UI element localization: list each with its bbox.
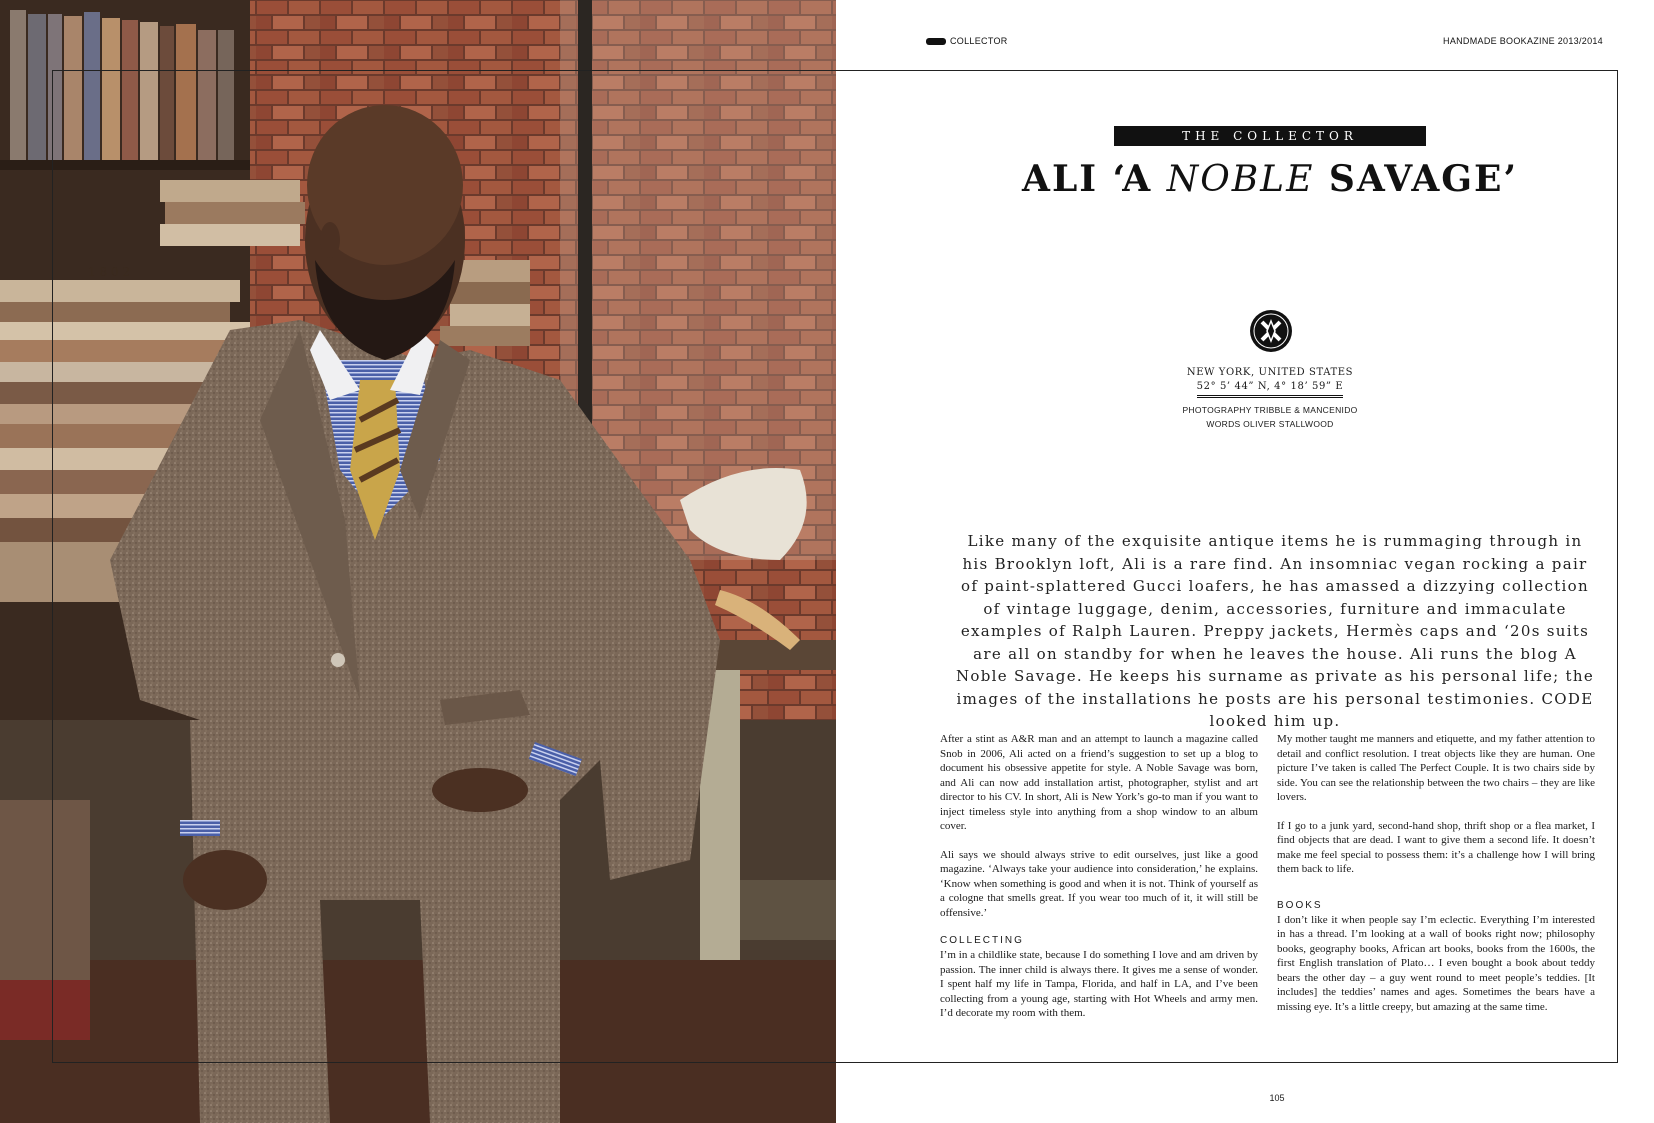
intro-paragraph: Like many of the exquisite antique items he is rummaging through in his Brooklyn loft, Ali is a rare find. An insomniac vegan rocking a pair of paint-splattered Gucci loafers, he has amassed a dizzying collection of vintage luggage, denim, accessories, furniture and immaculate examples of Ralph Lauren. Preppy jackets, Hermès caps and ‘20s suits are all on standby for when he leaves the house. Ali runs the blog A Noble Savage. He keeps his surname as private as his personal life; the images of the installations he posts are his personal testimonies. CODE looked him up. [955, 532, 1595, 730]
body-paragraph: If I go to a junk yard, second-hand shop, thrift shop or a flea market, I find objects that are dead. I want to give them a second life. It doesn’t make me feel special to possess them: it’s a challenge how I will bring them back to life. [1277, 819, 1595, 875]
body-paragraph: My mother taught me manners and etiquette, and my father attention to detail and conflict resolution. I treat objects like they are human. One picture I’ve taken is called The Perfect Couple. It is two chairs side by side. You can see the relationship between the two chairs – they are like lovers. [1277, 733, 1595, 803]
section-label: COLLECTOR [950, 36, 1008, 46]
location-city: NEW YORK, UNITED STATES [1186, 367, 1354, 378]
subheading-collecting: COLLECTING [940, 935, 1024, 946]
body-paragraph: After a stint as A&R man and an attempt to launch a magazine called Snob in 2006, Ali acted on a friend’s suggestion to set up a blog to document his obsessive appetite for style. A Noble Savage was born, and Ali can now add installation artist, photographer, stylist and art director to his CV. In short, Ali is New York’s go-to man if you want to inject timeless style into anything from a shop window to an album cover. [940, 733, 1258, 832]
headline-part-2: SAVAGE’ [1314, 158, 1518, 200]
kicker-label: THE COLLECTOR [1114, 126, 1426, 146]
running-header-publication: HANDMADE BOOKAZINE 2013/2014 [1443, 36, 1603, 46]
body-column-right [1277, 732, 1595, 1028]
headline-italic: NOBLE [1166, 159, 1315, 200]
running-header-section [926, 36, 1008, 46]
brand-logo-icon [926, 38, 946, 45]
body-column-left [940, 732, 1258, 1035]
body-paragraph: Ali says we should always strive to edit ourselves, just like a good magazine. ‘Always take your audience into consideration,’ he explains. ‘Know when something is good and when it is not. Think of yourself as a cologne that smells great. If you wear too much of it, it will still be offensive.’ [940, 848, 1258, 919]
words-credit: WORDS OLIVER STALLWOOD [1206, 419, 1334, 429]
credits-block [1120, 403, 1420, 431]
book-spine-label: 1 8 0 2 [88, 265, 130, 279]
page-number: 105 [1269, 1093, 1285, 1103]
body-paragraph: I’m in a childlike state, because I do something I love and am driven by passion. The inner child is always there. It gives me a sense of wonder. I spent half my life in Tampa, Florida, and half in LA, and I’ve been collecting from a young age, starting with Hot Wheels and army men. I’d decorate my room with them. [940, 949, 1258, 1019]
headline-part-1: ALI ‘A [1022, 158, 1167, 200]
location-coordinates: 52° 5’ 44” N, 4° 18’ 59” E [1197, 380, 1344, 398]
location-block [1120, 366, 1420, 398]
circular-emblem-icon [1249, 309, 1293, 353]
photography-credit: PHOTOGRAPHY TRIBBLE & MANCENIDO [1182, 405, 1358, 415]
article-headline [880, 158, 1654, 200]
subheading-books: BOOKS [1277, 899, 1323, 911]
body-paragraph: I don’t like it when people say I’m eclectic. Everything I’m interested in has a thread. I’m looking at a wall of books right now; philosophy books, geography books, African art books, books from the 1600s, the first English translation of Plato… I even bought a book about teddy bears the other day – a guy went round to meet people’s teddies. [It includes] the teddies’ names and ages. Sometimes the bears have a missing eye. It’s a little creepy, but amazing at the same time. [1277, 913, 1595, 1013]
